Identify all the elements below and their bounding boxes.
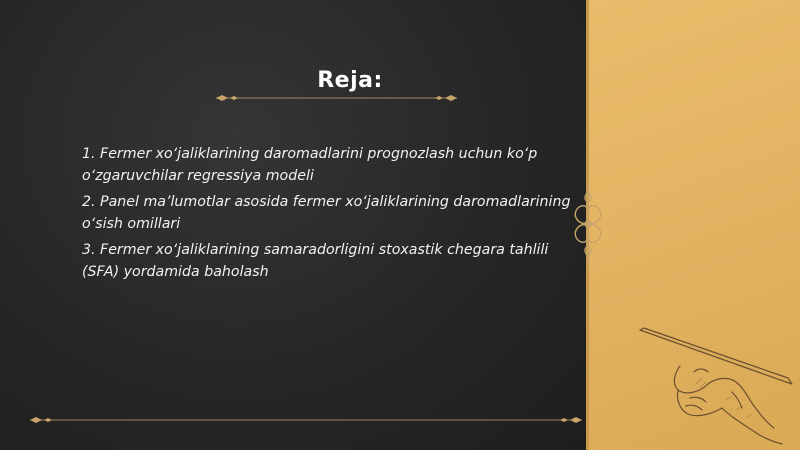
title-divider-ornament: [214, 92, 459, 104]
agenda-item-1: 1. Fermer xo‘jaliklarining daromadlarini prognozlash uchun ko‘p o‘zgaruvchilar regressiya modeli: [82, 146, 538, 184]
agenda-item-2: 2. Panel ma’lumotlar asosida fermer xo‘jaliklarining daromadlarining o‘sish omillari: [82, 194, 571, 232]
agenda-item-3: 3. Fermer xo‘jaliklarining samaradorligini stoxastik chegara tahlili (SFA) yordamida baholash: [82, 242, 549, 280]
hand-holding-pen-illustration: [636, 326, 796, 446]
slide-title: Reja:: [317, 68, 383, 93]
bottom-divider-ornament: [28, 414, 584, 426]
agenda-list: [82, 143, 587, 287]
side-swirl-ornament: [560, 178, 616, 270]
